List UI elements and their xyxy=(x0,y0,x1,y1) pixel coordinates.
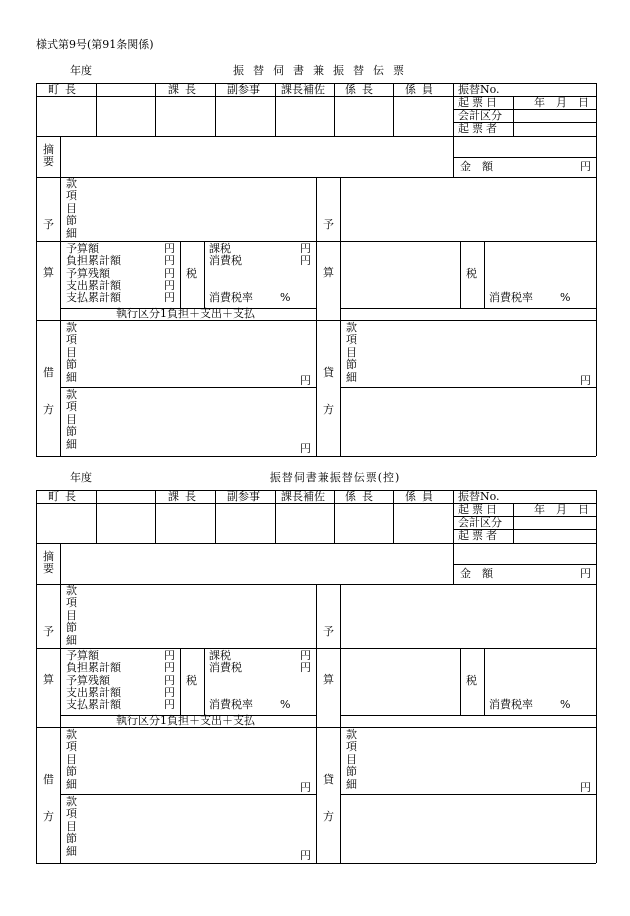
budget-line: 予算額 xyxy=(66,649,99,662)
percent-unit: % xyxy=(280,698,291,711)
budget-line: 支出累計額 xyxy=(66,686,121,699)
header-fukusanji: 副参事 xyxy=(227,83,260,96)
furikae-no-label: 振替No. xyxy=(458,83,500,96)
budget-line: 負担累計額 xyxy=(66,661,121,674)
zei-label: 税 xyxy=(186,674,197,687)
header-kakariin: 係員 xyxy=(405,490,439,503)
kihyosha-label: 起票者 xyxy=(458,529,500,542)
kmok-list: 款 項 目 節 細 xyxy=(346,728,357,791)
tekiyo-label: 摘要 xyxy=(43,143,54,169)
shohizeiritsu-label-right: 消費税率 xyxy=(489,291,533,304)
budget-yo: 予 xyxy=(43,625,54,638)
percent-unit-right: % xyxy=(560,291,571,304)
kihyobi-label: 起票日 xyxy=(458,503,500,516)
yen-unit: 円 xyxy=(164,254,175,267)
kari-label: 借 xyxy=(43,366,54,379)
tekiyo-label: 摘要 xyxy=(43,550,54,576)
kmok-list: 款 項 目 節 細 xyxy=(66,388,77,451)
budget-san: 算 xyxy=(43,266,54,279)
yen-unit: 円 xyxy=(164,242,175,255)
yen-unit: 円 xyxy=(164,698,175,711)
voucher-form-1 xyxy=(0,62,630,455)
yen-unit: 円 xyxy=(300,781,311,794)
budget-line: 支払累計額 xyxy=(66,698,121,711)
header-kacho: 課長 xyxy=(168,490,202,503)
kmok-list: 款 項 目 節 細 xyxy=(66,584,77,647)
kingaku-label: 金 額 xyxy=(460,567,493,580)
yen-unit: 円 xyxy=(580,781,591,794)
yen-unit: 円 xyxy=(164,661,175,674)
yen-unit: 円 xyxy=(300,442,311,455)
yen-unit: 円 xyxy=(164,279,175,292)
yen-unit: 円 xyxy=(164,291,175,304)
fiscal-year-label: 年度 xyxy=(70,64,92,77)
form-title: 振替伺書兼振替伝票 xyxy=(233,64,413,77)
shohizei-label: 消費税 xyxy=(209,661,242,674)
kingaku-yen: 円 xyxy=(580,160,591,173)
kari-label: 借 xyxy=(43,773,54,786)
kmok-list: 款 項 目 節 細 xyxy=(66,321,77,384)
header-kacho-hosa: 課長補佐 xyxy=(281,83,325,96)
budget-line: 支出累計額 xyxy=(66,279,121,292)
budget-line: 負担累計額 xyxy=(66,254,121,267)
header-cho: 町長 xyxy=(48,490,82,503)
yen-unit: 円 xyxy=(300,849,311,862)
kata-label: 方 xyxy=(43,403,54,416)
zei-label-right: 税 xyxy=(466,267,477,280)
kazei-label: 課税 xyxy=(209,242,231,255)
kingaku-yen: 円 xyxy=(580,567,591,580)
yen-unit: 円 xyxy=(164,267,175,280)
kmok-list: 款 項 目 節 細 xyxy=(66,795,77,858)
yen-unit: 円 xyxy=(580,374,591,387)
kata-label: 方 xyxy=(43,810,54,823)
fiscal-year-label: 年度 xyxy=(70,471,92,484)
budget-san: 算 xyxy=(43,673,54,686)
kingaku-label: 金 額 xyxy=(460,160,493,173)
zei-label-right: 税 xyxy=(466,674,477,687)
shikko-kubun: 執行区分1負担＋支出＋支払 xyxy=(116,307,255,320)
shikko-kubun: 執行区分1負担＋支出＋支払 xyxy=(116,714,255,727)
header-cho: 町長 xyxy=(48,83,82,96)
kaikei-kubun-label: 会計区分 xyxy=(458,516,502,529)
kazei-label: 課税 xyxy=(209,649,231,662)
yen-unit: 円 xyxy=(300,661,311,674)
header-fukusanji: 副参事 xyxy=(227,490,260,503)
kmok-list: 款 項 目 節 細 xyxy=(66,728,77,791)
kata-label-right: 方 xyxy=(323,810,334,823)
furikae-no-label: 振替No. xyxy=(458,490,500,503)
budget-line: 予算残額 xyxy=(66,267,110,280)
header-kakaricho: 係長 xyxy=(345,83,379,96)
yen-unit: 円 xyxy=(300,374,311,387)
shohizeiritsu-label: 消費税率 xyxy=(209,698,253,711)
yen-unit: 円 xyxy=(164,686,175,699)
budget-yo-right: 予 xyxy=(323,625,334,638)
kihyobi-label: 起票日 xyxy=(458,96,500,109)
kihyosha-label: 起票者 xyxy=(458,122,500,135)
budget-yo-right: 予 xyxy=(323,218,334,231)
shohizeiritsu-label: 消費税率 xyxy=(209,291,253,304)
shohizeiritsu-label-right: 消費税率 xyxy=(489,698,533,711)
kmok-list: 款 項 目 節 細 xyxy=(66,177,77,240)
budget-line: 予算残額 xyxy=(66,674,110,687)
yen-unit: 円 xyxy=(300,254,311,267)
budget-yo: 予 xyxy=(43,218,54,231)
form-title: 振替伺書兼振替伝票(控) xyxy=(269,471,401,484)
header-kakaricho: 係長 xyxy=(345,490,379,503)
percent-unit-right: % xyxy=(560,698,571,711)
budget-san-right: 算 xyxy=(323,266,334,279)
date-field: 年 月 日 xyxy=(534,96,589,109)
budget-san-right: 算 xyxy=(323,673,334,686)
kashi-label: 貸 xyxy=(323,773,334,786)
header-kacho-hosa: 課長補佐 xyxy=(281,490,325,503)
kashi-label: 貸 xyxy=(323,366,334,379)
kata-label-right: 方 xyxy=(323,403,334,416)
kaikei-kubun-label: 会計区分 xyxy=(458,109,502,122)
yen-unit: 円 xyxy=(300,242,311,255)
header-kacho: 課長 xyxy=(168,83,202,96)
yen-unit: 円 xyxy=(164,649,175,662)
header-kakariin: 係員 xyxy=(405,83,439,96)
date-field: 年 月 日 xyxy=(534,503,589,516)
budget-line: 予算額 xyxy=(66,242,99,255)
zei-label: 税 xyxy=(186,267,197,280)
form-caption: 様式第9号(第91条関係) xyxy=(36,38,154,51)
percent-unit: % xyxy=(280,291,291,304)
yen-unit: 円 xyxy=(164,674,175,687)
kmok-list: 款 項 目 節 細 xyxy=(346,321,357,384)
voucher-form-2 xyxy=(0,469,630,862)
shohizei-label: 消費税 xyxy=(209,254,242,267)
yen-unit: 円 xyxy=(300,649,311,662)
budget-line: 支払累計額 xyxy=(66,291,121,304)
